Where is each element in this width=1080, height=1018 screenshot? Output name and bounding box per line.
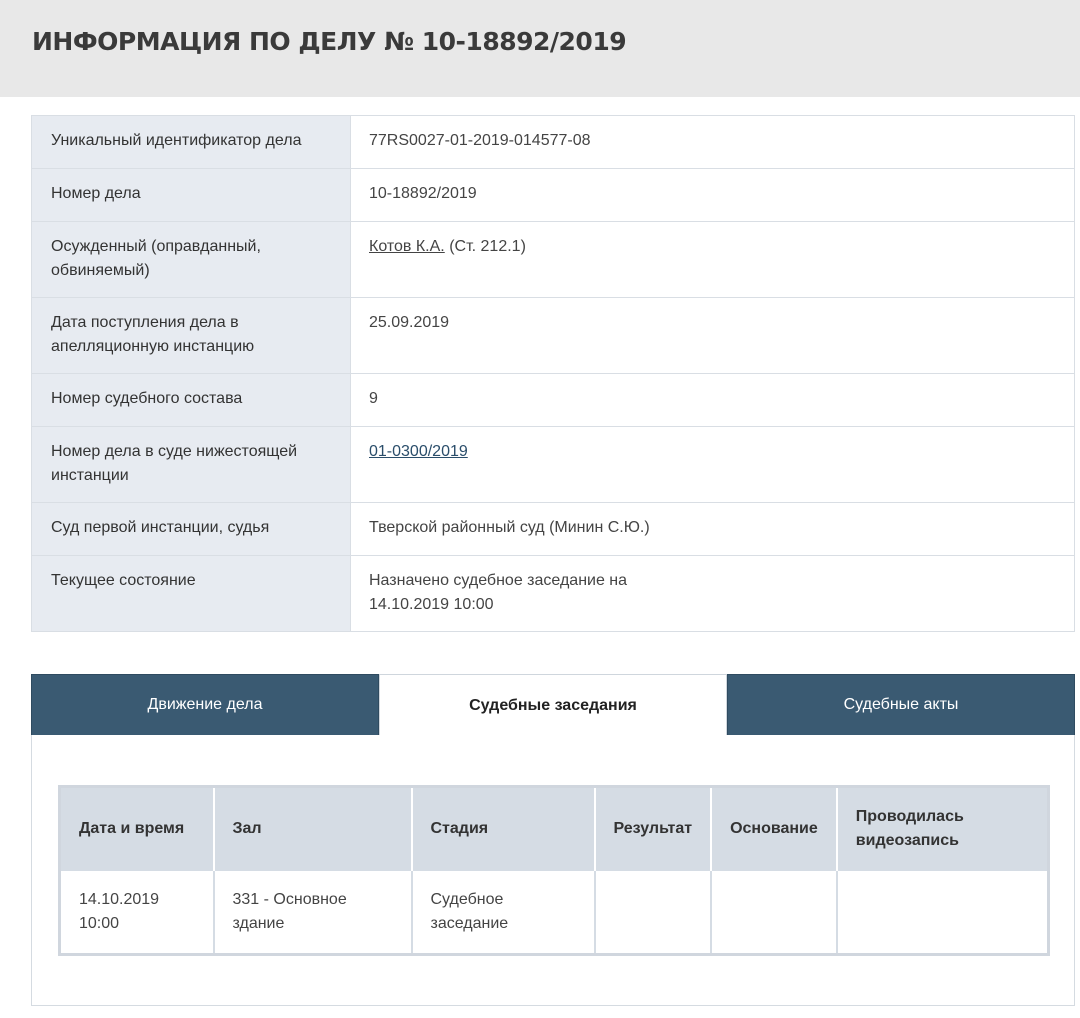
info-value: 10-18892/2019 [351, 169, 1075, 222]
stage-line-1: Судебное [430, 890, 504, 908]
info-label: Осужденный (оправданный, обвиняемый) [32, 222, 351, 298]
page-title: ИНФОРМАЦИЯ ПО ДЕЛУ № 10-18892/2019 [32, 27, 627, 56]
column-header: Стадия [412, 787, 595, 871]
info-row-court-panel [32, 374, 1075, 427]
hall-line-2: здание [232, 914, 285, 932]
info-label: Дата поступления дела в апелляционную инстанцию [32, 298, 351, 374]
info-label: Номер дела в суде нижестоящей инстанции [32, 427, 351, 503]
lower-case-link[interactable]: 01-0300/2019 [369, 443, 468, 460]
status-line-1: Назначено судебное заседание на [369, 572, 628, 589]
column-header: Дата и время [60, 787, 214, 871]
sessions-header-row [60, 787, 1049, 871]
info-label: Номер судебного состава [32, 374, 351, 427]
info-value [351, 222, 1075, 298]
tab-case-movement[interactable]: Движение дела [31, 674, 379, 736]
info-row-lower-case [32, 427, 1075, 503]
stage-line-2: заседание [430, 914, 509, 932]
info-value: Тверской районный суд (Минин С.Ю.) [351, 503, 1075, 556]
info-label: Суд первой инстанции, судья [32, 503, 351, 556]
column-header: Результат [595, 787, 712, 871]
defendant-link[interactable]: Котов К.А. [369, 238, 445, 255]
info-row-defendant [32, 222, 1075, 298]
table-row [60, 871, 1049, 955]
info-value: 9 [351, 374, 1075, 427]
column-header: Зал [214, 787, 412, 871]
tab-bar [31, 674, 1075, 736]
session-time: 10:00 [79, 914, 120, 932]
info-row-status [32, 556, 1075, 632]
session-stage [412, 871, 595, 955]
info-row-uid [32, 116, 1075, 169]
info-value [351, 427, 1075, 503]
tab-court-sessions[interactable]: Судебные заседания [379, 674, 727, 736]
info-label: Текущее состояние [32, 556, 351, 632]
info-value: 77RS0027-01-2019-014577-08 [351, 116, 1075, 169]
tab-court-acts[interactable]: Судебные акты [727, 674, 1075, 736]
info-value: 25.09.2019 [351, 298, 1075, 374]
info-label: Уникальный идентификатор дела [32, 116, 351, 169]
status-line-2: 14.10.2019 10:00 [369, 596, 494, 613]
hall-line-1: 331 - Основное [232, 890, 347, 908]
session-video [837, 871, 1049, 955]
column-header: Проводилась видеозапись [837, 787, 1049, 871]
sessions-table [58, 785, 1050, 956]
case-info-table [31, 115, 1075, 632]
column-header: Основание [711, 787, 837, 871]
session-hall [214, 871, 412, 955]
info-value [351, 556, 1075, 632]
session-basis [711, 871, 837, 955]
info-row-first-instance [32, 503, 1075, 556]
session-date: 14.10.2019 [79, 890, 160, 908]
page-header [0, 0, 1080, 97]
info-label: Номер дела [32, 169, 351, 222]
tab-panel-sessions [31, 735, 1075, 1006]
session-datetime [60, 871, 214, 955]
info-row-case-number [32, 169, 1075, 222]
session-result [595, 871, 712, 955]
info-row-receipt-date [32, 298, 1075, 374]
article-text: (Ст. 212.1) [444, 238, 526, 255]
